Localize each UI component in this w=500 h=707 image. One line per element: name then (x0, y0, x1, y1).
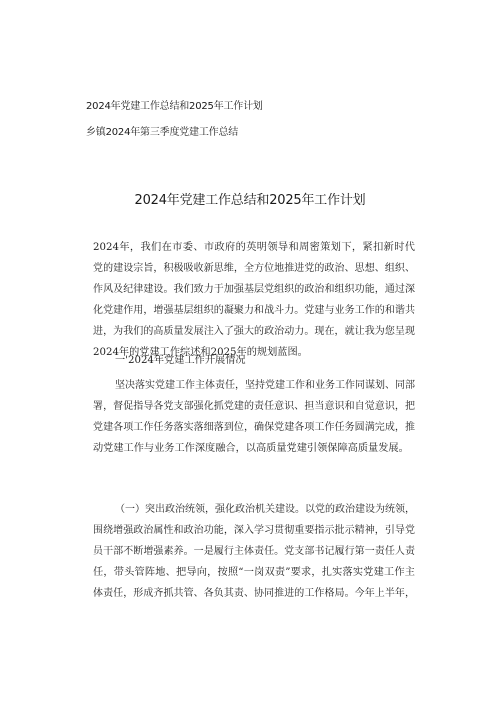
intro-line-4: 化党建作用，增强基层组织的凝聚力和战斗力。党建与业务工作的和谐共 (93, 305, 415, 316)
related-doc-link-1[interactable]: 2024年党建工作总结和2025年工作计划 (86, 101, 263, 112)
related-doc-link-2[interactable]: 乡镇2024年第三季度党建工作总结 (86, 127, 239, 138)
document-title: 2024年党建工作总结和2025年工作计划 (134, 193, 366, 208)
political-leadership-paragraph (93, 499, 415, 604)
p2-line-2: 署，督促指导各党支部强化抓党建的责任意识、担当意识和自觉意识，把 (93, 401, 415, 412)
p2-line-1: 坚决落实党建工作主体责任，坚持党建工作和业务工作同谋划、同部 (115, 380, 415, 391)
p2-line-3: 党建各项工作任务落实落细落到位，确保党建各项工作任务圆满完成，推 (93, 422, 415, 433)
intro-line-3: 作风及纪律建设。我们致力于加强基层党组织的政治和组织功能，通过深 (93, 284, 415, 295)
p2-line-4: 动党建工作与业务工作深度融合，以高质量党建引领保障高质量发展。 (93, 443, 409, 454)
intro-line-2: 党的建设宗旨，积极吸收新思维，全方位地推进党的政治、思想、组织、 (93, 263, 415, 274)
intro-line-1: 2024年，我们在市委、市政府的英明领导和周密策划下，紧扣新时代 (93, 242, 415, 253)
intro-line-5: 进，为我们的高质量发展注入了强大的政治动力。现在，就让我为您呈现 (93, 326, 415, 337)
p3-line-1: （一）突出政治统领，强化政治机关建设。以党的政治建设为统领， (115, 504, 415, 515)
intro-paragraph (93, 237, 415, 363)
responsibility-paragraph (93, 375, 415, 459)
section-heading: 一'2024年党建工作开展情况 (115, 355, 246, 366)
p3-line-2: 围绕增强政治属性和政治功能，深入学习贯彻重要指示批示精神，引导党 (93, 525, 415, 536)
intro-line-6: 2024年的党建工作综述和2025年的规划蓝图。 (93, 347, 308, 358)
p3-line-5: 体责任，形成齐抓共管、各负其责、协同推进的工作格局。今年上半年， (93, 588, 415, 599)
p3-line-3: 员干部不断增强素养。一是履行主体责任。党支部书记履行第一责任人责 (93, 546, 415, 557)
p3-line-4: 任，带头管阵地、把导向，按照“一岗双责”要求，扎实落实党建工作主 (93, 567, 415, 578)
